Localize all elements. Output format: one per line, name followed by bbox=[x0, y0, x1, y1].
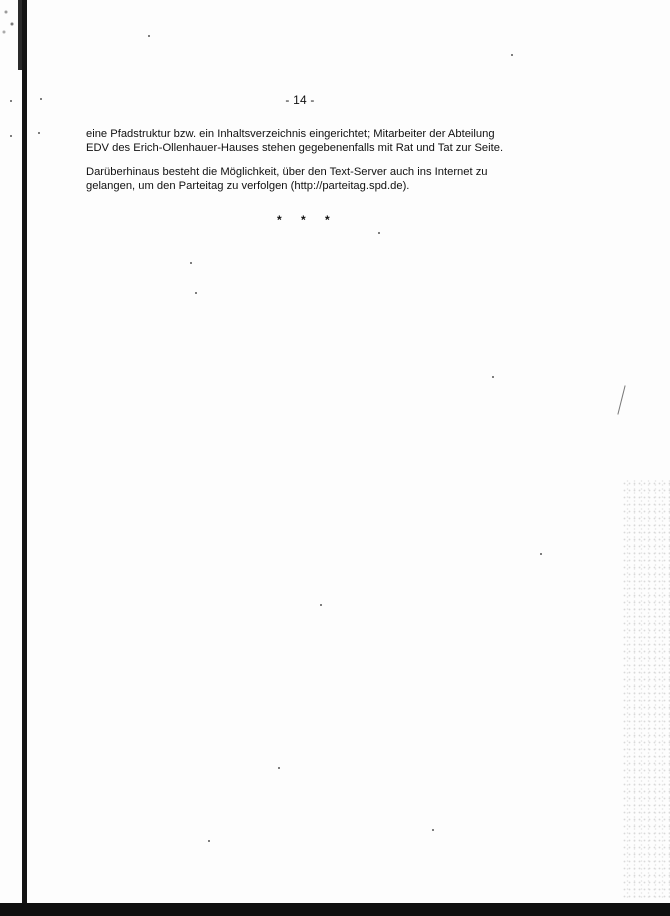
scan-speck bbox=[38, 132, 40, 134]
paragraph-line: Darüberhinaus besteht die Möglichkeit, über den Text-Server auch ins Internet zu bbox=[86, 166, 488, 178]
scan-noise bbox=[622, 480, 670, 900]
paragraph-line: EDV des Erich-Ollenhauer-Hauses stehen gegebenenfalls mit Rat und Tat zur Seite. bbox=[86, 142, 504, 154]
scan-hairline bbox=[617, 385, 625, 414]
scan-speck bbox=[540, 553, 542, 555]
scan-speck bbox=[432, 829, 434, 831]
scan-speck bbox=[511, 54, 513, 56]
paragraph-line: eine Pfadstruktur bzw. ein Inhaltsverzeichnis eingerichtet; Mitarbeiter der Abteilung bbox=[86, 128, 495, 140]
section-separator: * * * bbox=[277, 213, 338, 227]
paragraph-ftp-structure bbox=[86, 127, 526, 155]
scan-bottom-edge bbox=[0, 903, 670, 916]
paragraph-line: gelangen, um den Parteitag zu verfolgen (http://parteitag.spd.de). bbox=[86, 180, 410, 192]
scan-speck bbox=[190, 262, 192, 264]
scan-speck bbox=[195, 292, 197, 294]
paragraph-internet-access bbox=[86, 165, 526, 193]
page-number: - 14 - bbox=[285, 93, 315, 107]
scan-speck bbox=[10, 135, 12, 137]
scan-speck bbox=[320, 604, 322, 606]
scan-speck bbox=[148, 35, 150, 37]
scan-speck bbox=[378, 232, 380, 234]
scan-speck bbox=[492, 376, 494, 378]
scan-smudge bbox=[0, 0, 18, 40]
binding-edge bbox=[22, 0, 27, 905]
scan-speck bbox=[208, 840, 210, 842]
scan-speck bbox=[278, 767, 280, 769]
